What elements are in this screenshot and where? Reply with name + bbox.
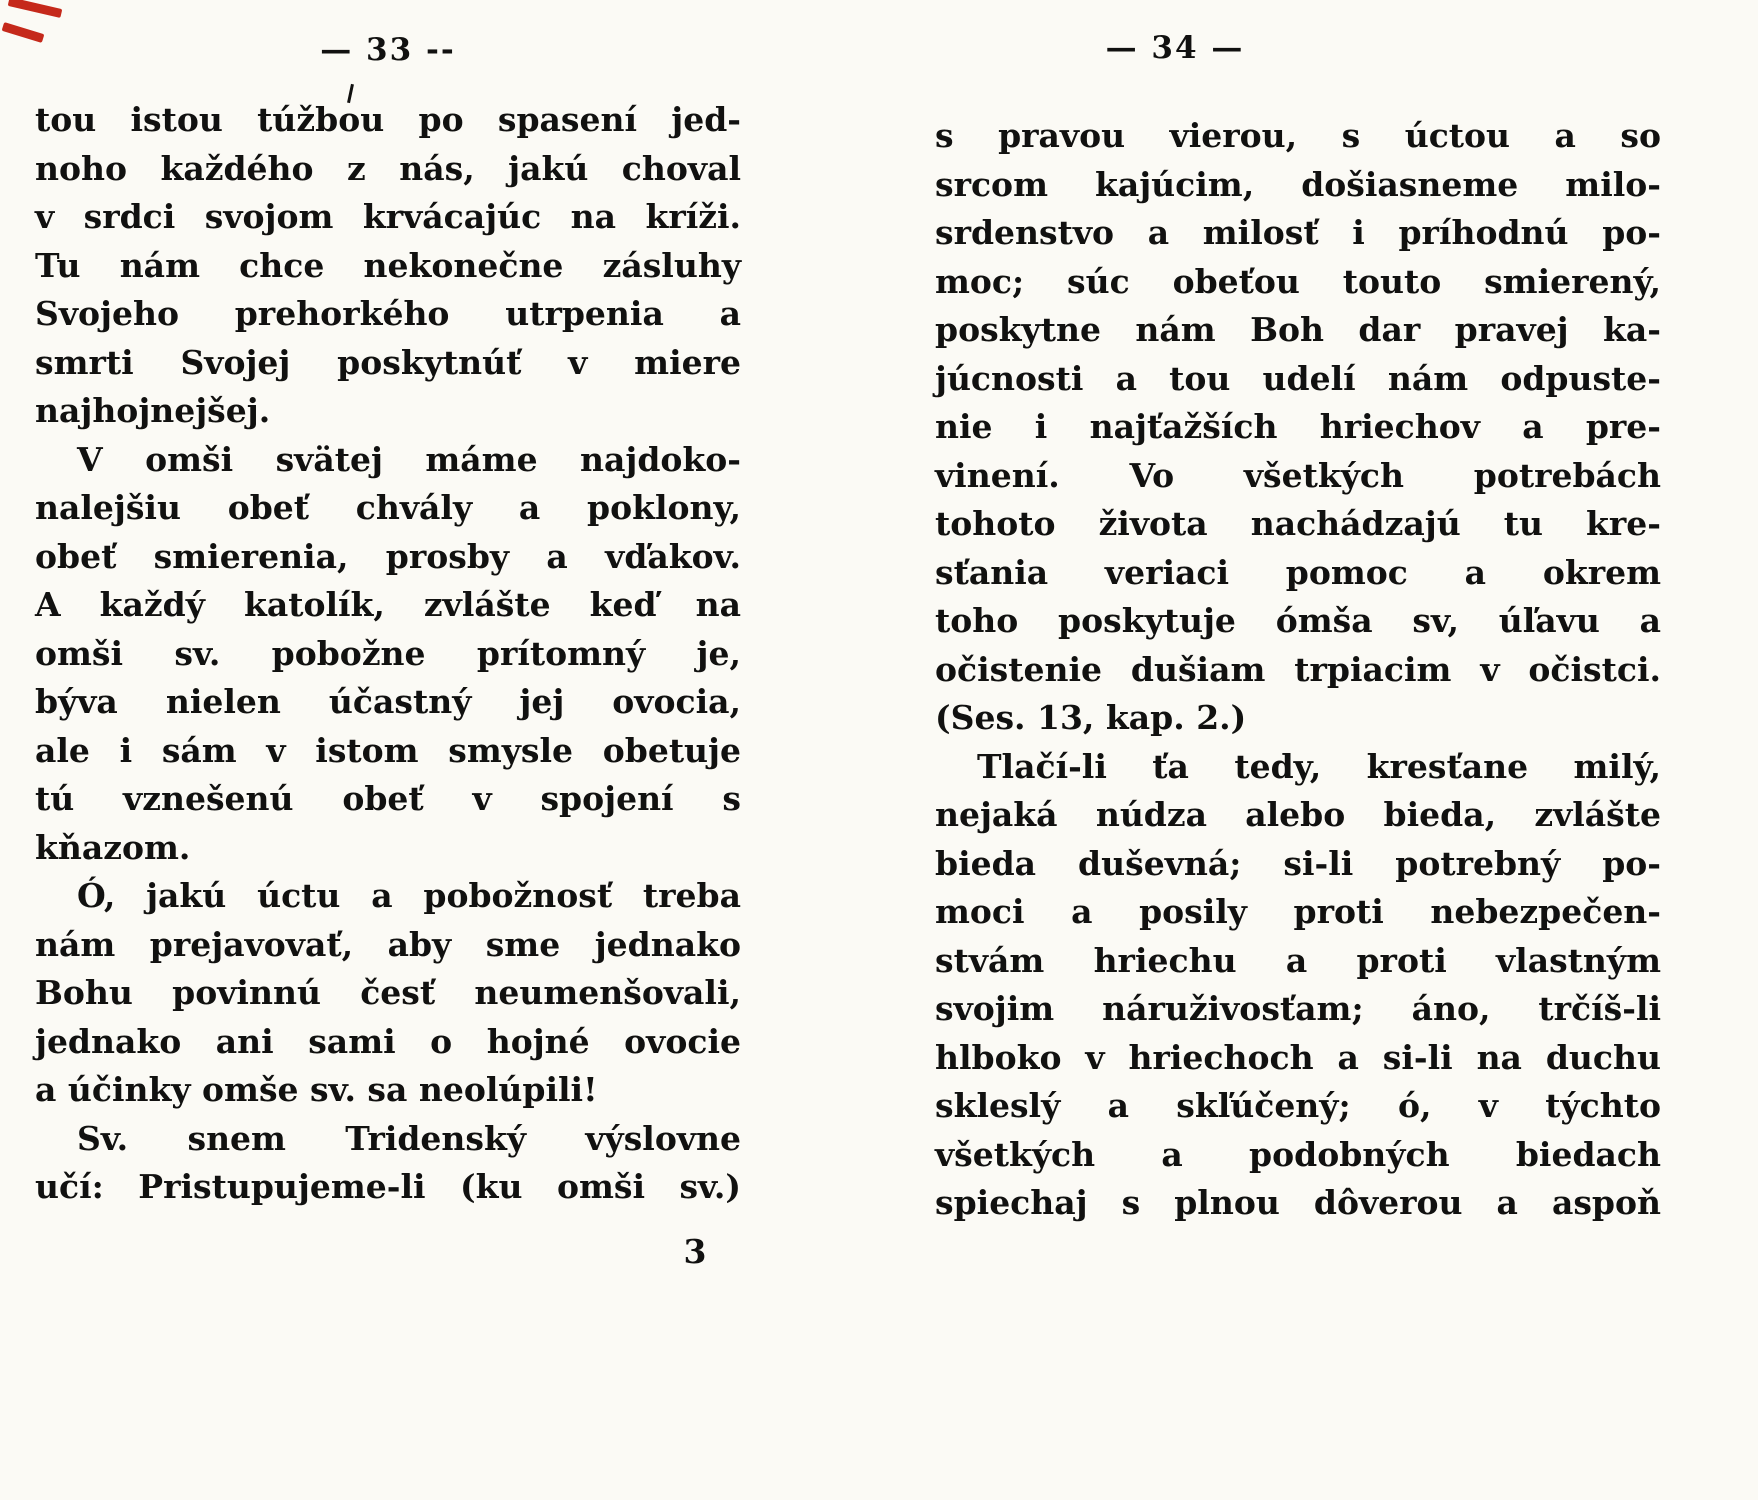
- text-line: nejaká núdza alebo bieda, zvlášte: [935, 795, 1661, 834]
- text-line: skleslý a skľúčený; ó, v týchto: [935, 1086, 1661, 1125]
- text-line: obeť smierenia, prosby a vďakov.: [35, 536, 741, 576]
- text-line: býva nielen účastný jej ovocia,: [35, 682, 741, 721]
- page-number-header-33: — 33 --: [320, 32, 456, 68]
- printer-signature-mark: 3: [683, 1232, 707, 1271]
- text-line: V omši svätej máme najdoko-: [77, 439, 741, 479]
- page-33-text-column: [35, 96, 741, 1212]
- text-line: kňazom.: [35, 827, 191, 867]
- text-line: nalejšiu obeť chvály a poklony,: [35, 488, 741, 527]
- text-line: stvám hriechu a proti vlastným: [935, 940, 1661, 980]
- text-line: očistenie dušiam trpiacim v očistci.: [935, 649, 1661, 689]
- page-number-header-34: — 34 —: [1105, 30, 1245, 66]
- text-line: svojim náruživosťam; áno, trčíš-li: [935, 989, 1661, 1028]
- text-line: Bohu povinnú česť neumenšovali,: [35, 973, 741, 1012]
- text-line: toho poskytuje ómša sv, úľavu a: [935, 601, 1661, 640]
- text-line: sťania veriaci pomoc a okrem: [935, 552, 1661, 592]
- text-line: Tu nám chce nekonečne zásluhy: [35, 245, 741, 285]
- text-line: moc; súc obeťou touto smierený,: [935, 261, 1661, 301]
- red-pen-mark: [8, 0, 63, 18]
- page-34-text-column: [935, 112, 1661, 1228]
- text-line: tou istou túžbou po spasení jed-: [35, 100, 741, 139]
- text-line: učí: Pristupujeme-li (ku omši sv.): [35, 1167, 741, 1206]
- text-line: s pravou vierou, s úctou a so: [935, 116, 1661, 155]
- text-line: srcom kajúcim, došiasneme milo-: [935, 164, 1661, 204]
- text-line: Sv. snem Tridenský výslovne: [77, 1118, 741, 1158]
- text-line: Svojeho prehorkého utrpenia a: [35, 294, 741, 333]
- text-line: tú vznešenú obeť v spojení s: [35, 779, 741, 818]
- text-line: srdenstvo a milosť i príhodnú po-: [935, 213, 1661, 252]
- text-line: vinení. Vo všetkých potrebách: [935, 455, 1661, 495]
- text-line: jednako ani sami o hojné ovocie: [35, 1021, 741, 1061]
- text-line: (Ses. 13, kap. 2.): [935, 698, 1247, 737]
- text-line: v srdci svojom krvácajúc na kríži.: [35, 197, 741, 236]
- text-line: nám prejavovať, aby sme jednako: [35, 924, 741, 964]
- text-line: ale i sám v istom smysle obetuje: [35, 730, 741, 770]
- text-line: najhojnejšej.: [35, 391, 271, 430]
- text-line: moci a posily proti nebezpečen-: [935, 892, 1661, 931]
- text-line: Ó, jakú úctu a pobožnosť treba: [77, 876, 741, 915]
- text-line: Tlačí-li ťa tedy, kresťane milý,: [977, 746, 1661, 786]
- text-line: hlboko v hriechoch a si-li na duchu: [935, 1037, 1661, 1077]
- text-line: bieda duševná; si-li potrebný po-: [935, 843, 1661, 883]
- text-line: omši sv. pobožne prítomný je,: [35, 633, 741, 673]
- text-line: spiechaj s plnou dôverou a aspoň: [935, 1183, 1661, 1222]
- text-line: nie i najťažších hriechov a pre-: [935, 407, 1661, 446]
- text-line: tohoto života nachádzajú tu kre-: [935, 504, 1661, 543]
- text-line: A každý katolík, zvlášte keď na: [35, 585, 741, 624]
- text-line: všetkých a podobných biedach: [935, 1134, 1661, 1174]
- text-line: noho každého z nás, jakú choval: [35, 148, 741, 188]
- text-line: júcnosti a tou udelí nám odpuste-: [935, 358, 1661, 398]
- text-line: poskytne nám Boh dar pravej ka-: [935, 310, 1661, 349]
- text-line: a účinky omše sv. sa neolúpili!: [35, 1070, 598, 1109]
- text-line: smrti Svojej poskytnúť v miere: [35, 342, 741, 382]
